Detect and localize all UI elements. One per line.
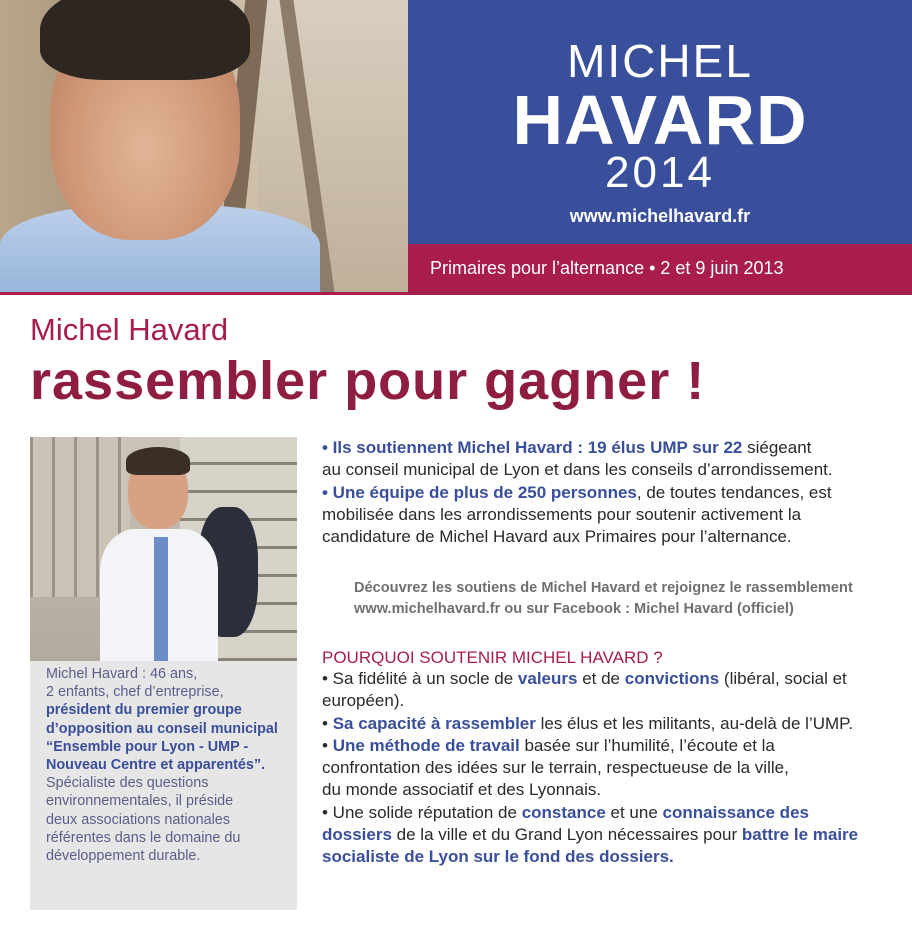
call-to-action <box>354 578 894 620</box>
why-text: les élus et les militants, au-delà de l’UMP. <box>535 713 854 733</box>
why-text: (libéral, social et <box>719 669 847 688</box>
why-text: et une <box>605 802 663 822</box>
candidate-first-name: MICHEL <box>567 35 753 87</box>
why-line <box>322 668 892 690</box>
bio-line-bold: Nouveau Centre et apparentés”. <box>46 757 266 774</box>
bullet-line <box>322 482 892 504</box>
why-text: • Une solide réputation de <box>322 802 522 822</box>
why-line: européen). <box>322 691 405 711</box>
bio-line: Spécialiste des questions <box>46 775 209 792</box>
bullet-line: candidature de Michel Havard aux Primaires pour l’alternance. <box>322 527 792 547</box>
why-highlight: Une méthode de travail <box>332 735 520 755</box>
candidate-portrait-photo <box>0 0 408 292</box>
divider-line <box>0 292 912 295</box>
why-line <box>322 713 892 735</box>
sidebar-bio <box>30 437 297 910</box>
photo-tie <box>154 537 168 661</box>
why-highlight: convictions <box>624 669 720 688</box>
why-text: de la ville et du Grand Lyon nécessaires pour <box>391 825 742 845</box>
why-line: confrontation des idées sur le terrain, respectueuse de la ville, <box>322 758 789 778</box>
bullet-text: siégeant <box>742 438 812 457</box>
bio-line: 2 enfants, chef d’entreprise, <box>46 684 224 701</box>
bullet-text: , de toutes tendances, est <box>636 482 832 502</box>
bio-line-bold: président du premier groupe <box>46 702 242 719</box>
why-highlight: dossiers <box>322 825 392 845</box>
bullet-highlight: • Ils soutiennent Michel Havard : 19 élus UMP sur 22 <box>322 438 743 457</box>
bio-line-bold: d’opposition au conseil municipal <box>46 720 278 737</box>
why-line <box>322 735 892 757</box>
why-line <box>322 802 892 824</box>
bullet-line: mobilisée dans les arrondissements pour soutenir activement la <box>322 504 802 524</box>
why-text: • Sa fidélité à un socle de <box>322 669 518 688</box>
why-text: • <box>322 735 333 755</box>
bio-caption <box>46 665 286 865</box>
bio-line: Michel Havard : 46 ans, <box>46 666 198 682</box>
bullet-line <box>322 437 892 459</box>
campaign-title-panel <box>408 0 912 244</box>
primaries-banner: Primaires pour l’alternance • 2 et 9 juin 2013 <box>408 244 912 292</box>
bullet-line: au conseil municipal de Lyon et dans les conseils d’arrondissement. <box>322 460 833 480</box>
why-text: et de <box>577 669 625 688</box>
why-line: du monde associatif et des Lyonnais. <box>322 780 602 800</box>
support-bullets <box>322 437 892 548</box>
candidate-last-name: HAVARD <box>512 81 808 159</box>
why-text: • <box>322 713 333 733</box>
why-highlight: battre le maire <box>741 825 859 845</box>
bio-line: deux associations nationales <box>46 811 231 828</box>
why-line <box>322 846 892 868</box>
headline-slogan: rassembler pour gagner ! <box>30 351 706 411</box>
why-highlight: connaissance des <box>662 802 809 822</box>
why-highlight: constance <box>521 802 606 822</box>
why-text: basée sur l’humilité, l’écoute et la <box>519 735 775 755</box>
why-highlight: Sa capacité à rassembler <box>332 713 536 733</box>
why-support-title: POURQUOI SOUTENIR MICHEL HAVARD ? <box>322 648 663 667</box>
photo-hair <box>40 0 250 80</box>
campaign-year: 2014 <box>605 148 715 197</box>
bio-line: environnementales, il préside <box>46 793 234 810</box>
why-line <box>322 824 892 846</box>
why-highlight: valeurs <box>517 669 578 688</box>
candidate-standing-photo <box>30 437 297 661</box>
why-support-list <box>322 668 892 869</box>
cta-link-line[interactable]: www.michelhavard.fr ou sur Facebook : Michel Havard (officiel) <box>354 601 794 617</box>
website-link[interactable]: www.michelhavard.fr <box>569 206 751 226</box>
cta-line: Découvrez les soutiens de Michel Havard et rejoignez le rassemblement <box>354 580 853 596</box>
bio-line-bold: “Ensemble pour Lyon - UMP - <box>46 738 249 755</box>
bio-line: développement durable. <box>46 848 201 865</box>
headline-name: Michel Havard <box>30 312 229 347</box>
why-highlight: socialiste de Lyon sur le fond des dossiers. <box>322 847 674 867</box>
photo-hair-small <box>126 447 190 475</box>
bullet-highlight: • Une équipe de plus de 250 personnes <box>322 482 637 502</box>
bio-line: référentes dans le domaine du <box>46 829 241 846</box>
